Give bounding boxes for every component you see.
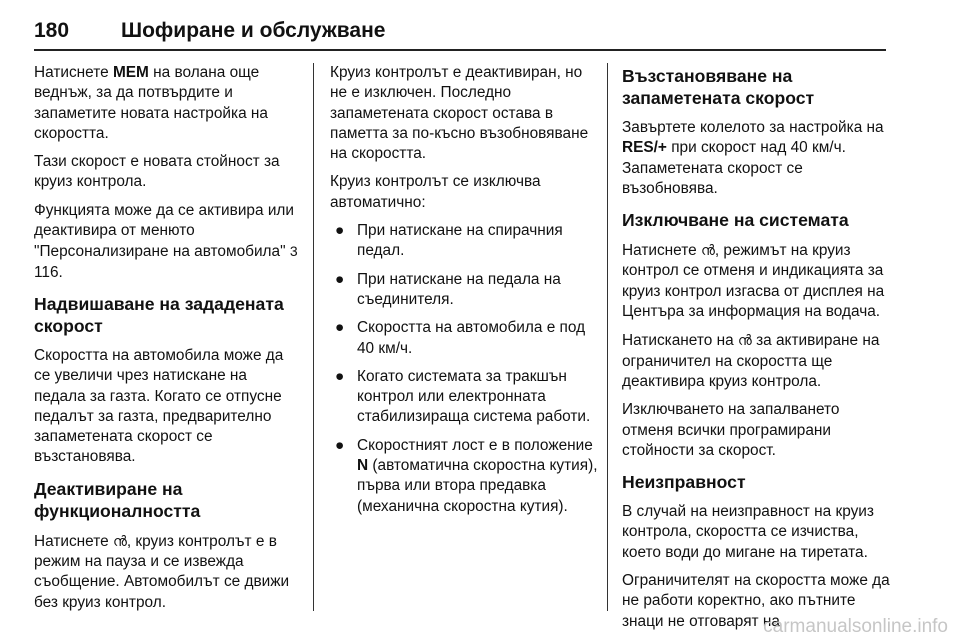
paragraph: Натиснете ൻ, режимът на круиз контрол се отменя и индикацията за круиз контрол изгасва от дисплея на Центъра за информация на водача. <box>622 242 885 321</box>
speed-limiter-icon: ൻ <box>737 332 752 349</box>
paragraph: Натиснете ൻ, круиз контролът е в режим на пауза и се извежда съобщение. Автомобилът се движи без круиз контрол. <box>34 532 290 611</box>
paragraph: Скоростта на автомобила може да се увеличи чрез натискане на педала за газта. Когато се отпусне педалът за газта, предварително запаметената скорост се възстановява. <box>34 346 284 466</box>
paragraph: Натиснете MEM на волана още веднъж, за да потвърдите и запаметите новата настройка на скоростта. <box>34 64 268 142</box>
paragraph: Завъртете колелото за настройка на RES/+ при скорост над 40 км/ч. Запаметената скорост се възобновява. <box>622 119 884 197</box>
list-item: ● Когато системата за тракшън контрол или електронната стабилизираща система работи. <box>335 367 591 426</box>
paragraph: Натискането на ൻ за активиране на ограничител на скоростта ще деактивира круиз контрола. <box>622 332 880 390</box>
section-heading: Деактивиране на функционалността <box>34 478 201 521</box>
page-ref-icon: 3 <box>289 243 298 260</box>
chapter-title: Шофиране и обслужване <box>121 19 386 42</box>
column-left <box>34 63 302 621</box>
paragraph: Тази скорост е новата стойност за круиз контрола. <box>34 153 280 191</box>
section-heading: Неизправност <box>622 472 746 493</box>
bullet-icon: ● <box>335 367 345 385</box>
page-number: 180 <box>34 19 70 42</box>
paragraph: Изключването на запалването отменя всички програмирани стойности за скорост. <box>622 401 840 459</box>
cruise-control-icon: ൻ <box>112 532 127 549</box>
key-label: N <box>357 457 369 475</box>
section-heading: Изключване на системата <box>622 210 849 231</box>
column-divider <box>607 63 608 611</box>
column-middle <box>330 63 600 525</box>
list-item: ● При натискане на спирачния педал. <box>335 222 563 260</box>
paragraph: В случай на неизправност на круиз контрола, скоростта се изчиства, което води до мигане на тиретата. <box>622 503 874 561</box>
list-item: ● Скоростният лост е в положение N (автоматична скоростна кутия), първа или втора предавка (механична скоростна кутия). <box>335 436 598 515</box>
section-heading: Надвишаване на зададената скорост <box>34 293 284 336</box>
list-item: ● Скоростта на автомобила е под 40 км/ч. <box>335 319 586 357</box>
paragraph: Круиз контролът е деактивиран, но не е изключен. Последно запаметената скорост остава в паметта за по-късно възобновяване на скоростта. <box>330 64 589 163</box>
bullet-icon: ● <box>335 222 345 240</box>
watermark: carmanualsonline.info <box>763 616 948 637</box>
bullet-icon: ● <box>335 270 345 288</box>
header-rule <box>34 49 886 51</box>
column-divider <box>313 63 314 611</box>
cruise-control-icon: ൻ <box>700 242 715 259</box>
list-item: ● При натискане на педала на съединителя. <box>335 270 561 308</box>
paragraph: Функцията може да се активира или деактивира от менюто "Персонализиране на автомобила" 3 116. <box>34 201 298 281</box>
page-header <box>34 10 886 50</box>
key-label: RES/+ <box>622 139 667 157</box>
section-heading: Възстановяване на запаметената скорост <box>622 66 815 108</box>
paragraph: Ограничителят на скоростта може да не работи коректно, ако пътните знаци не отговарят на <box>622 572 890 630</box>
key-label: MEM <box>112 64 149 81</box>
column-right <box>622 63 892 640</box>
bullet-list <box>330 221 600 517</box>
page-ref: 116. <box>34 263 63 281</box>
bullet-icon: ● <box>335 436 345 454</box>
bullet-icon: ● <box>335 319 345 337</box>
paragraph: Круиз контролът се изключва автоматично: <box>330 173 541 211</box>
